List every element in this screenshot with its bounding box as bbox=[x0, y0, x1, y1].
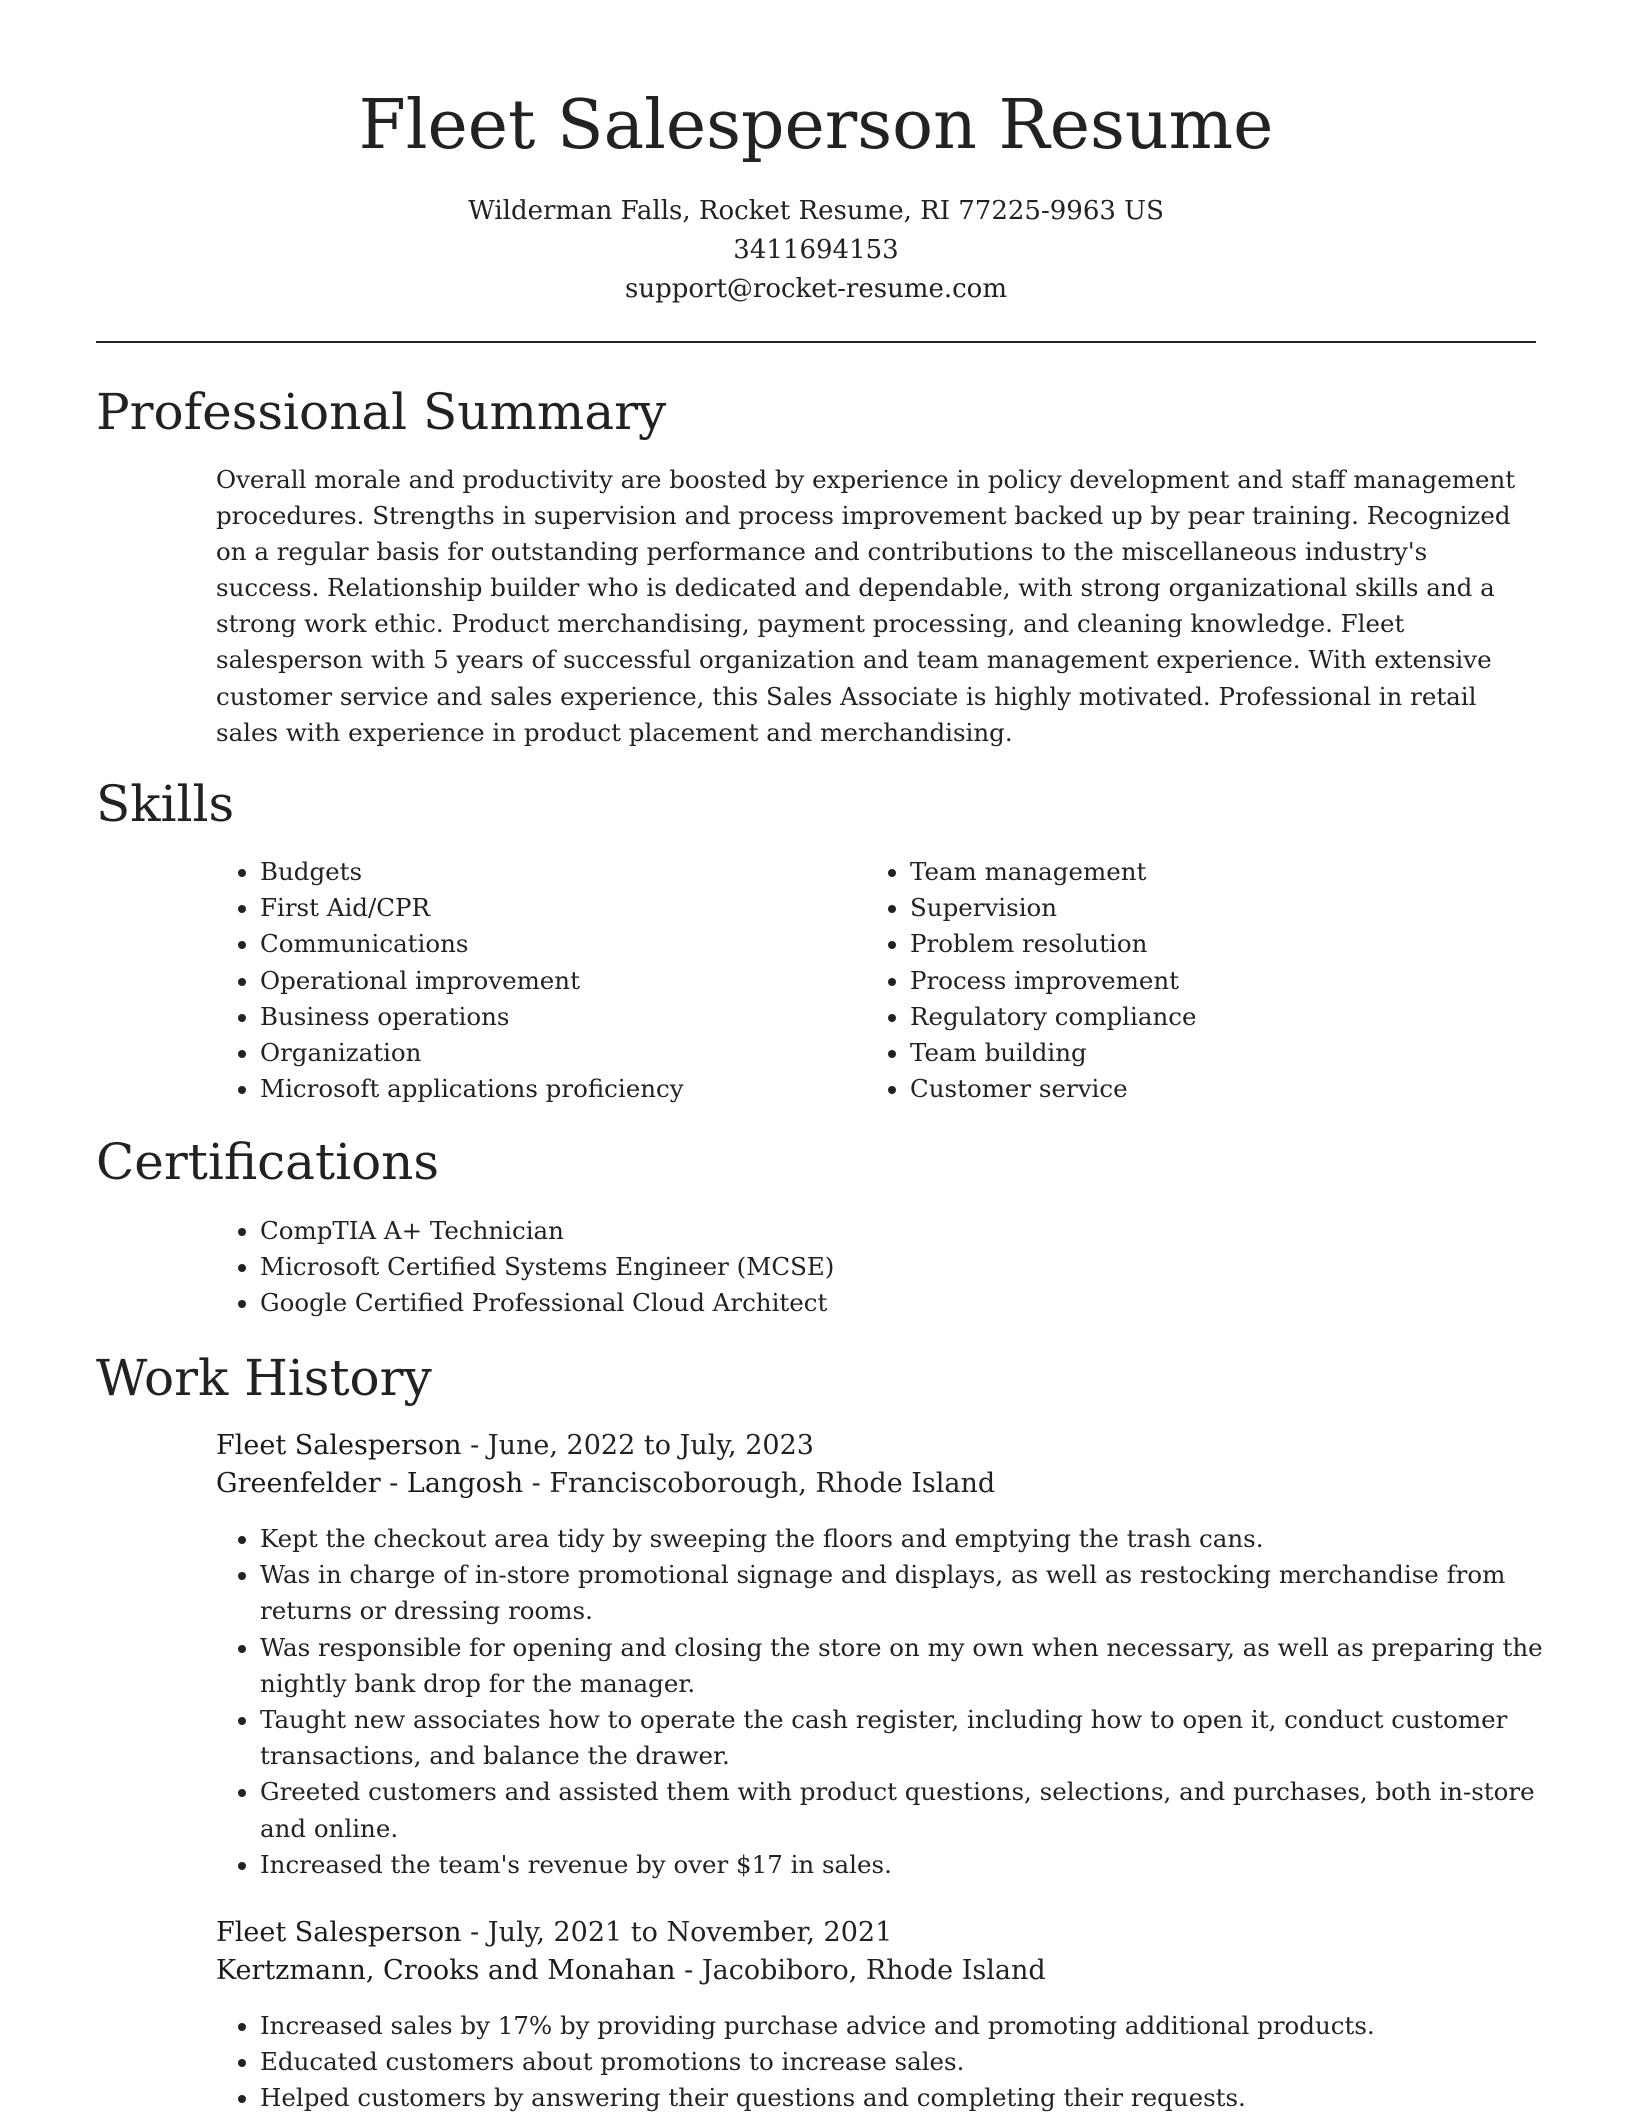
list-item: • Problem resolution bbox=[910, 926, 1510, 962]
certifications-list bbox=[216, 1213, 1580, 1322]
list-item: • Was responsible for opening and closing the store on my own when necessary, as well as preparing the nightly bank drop for the manager. bbox=[260, 1630, 1580, 1702]
job-dates: July, 2021 to November, 2021 bbox=[487, 1917, 893, 1948]
job-bullets bbox=[216, 2008, 1580, 2117]
job-bullets bbox=[216, 1521, 1580, 1883]
skills-list-right bbox=[866, 854, 1510, 1107]
summary-heading: Professional Summary bbox=[96, 383, 667, 441]
job-company-line bbox=[216, 1952, 1046, 1990]
job-company-line bbox=[216, 1465, 995, 1503]
separator: - bbox=[461, 1430, 488, 1461]
list-item: • Greeted customers and assisted them with product questions, selections, and purchases, both in-store and online. bbox=[260, 1774, 1580, 1846]
list-item: • Business operations bbox=[260, 999, 860, 1035]
list-item: • Increased the team's revenue by over $17 in sales. bbox=[260, 1847, 1580, 1883]
job-title-line bbox=[216, 1427, 814, 1465]
certifications-heading: Certifications bbox=[96, 1133, 440, 1191]
separator: - bbox=[523, 1468, 550, 1499]
list-item: • Google Certified Professional Cloud Architect bbox=[260, 1285, 1580, 1321]
skills-list-left bbox=[216, 854, 860, 1107]
list-item: • Microsoft applications proficiency bbox=[260, 1071, 860, 1107]
list-item: • Supervision bbox=[910, 890, 1510, 926]
job-title: Fleet Salesperson bbox=[216, 1430, 462, 1461]
work-history-heading: Work History bbox=[96, 1349, 432, 1407]
list-item: • Helped customers by answering their questions and completing their requests. bbox=[260, 2080, 1580, 2116]
job-title-line bbox=[216, 1914, 892, 1952]
list-item: • Microsoft Certified Systems Engineer (MCSE) bbox=[260, 1249, 1580, 1285]
job-location: Franciscoborough, Rhode Island bbox=[549, 1468, 996, 1499]
list-item: • Regulatory compliance bbox=[910, 999, 1510, 1035]
list-item: • Educated customers about promotions to increase sales. bbox=[260, 2044, 1580, 2080]
list-item: • Was in charge of in-store promotional signage and displays, as well as restocking merchandise from returns or dressing rooms. bbox=[260, 1557, 1580, 1629]
list-item: • Organization bbox=[260, 1035, 860, 1071]
list-item: • Kept the checkout area tidy by sweeping the floors and emptying the trash cans. bbox=[260, 1521, 1580, 1557]
list-item: • Operational improvement bbox=[260, 963, 860, 999]
contact-block bbox=[0, 192, 1632, 309]
job-dates: June, 2022 to July, 2023 bbox=[487, 1430, 814, 1461]
separator: - bbox=[675, 1955, 702, 1986]
resume-title: Fleet Salesperson Resume bbox=[358, 86, 1274, 165]
job-location: Jacobiboro, Rhode Island bbox=[701, 1955, 1046, 1986]
list-item: • Taught new associates how to operate the cash register, including how to open it, conduct customer transactions, and balance the drawer. bbox=[260, 1702, 1580, 1774]
list-item: • Customer service bbox=[910, 1071, 1510, 1107]
contact-email: support@rocket-resume.com bbox=[624, 274, 1007, 304]
skills-heading: Skills bbox=[96, 775, 235, 833]
list-item: • Team building bbox=[910, 1035, 1510, 1071]
separator: - bbox=[461, 1917, 488, 1948]
contact-address: Wilderman Falls, Rocket Resume, RI 77225-9963 US bbox=[468, 196, 1164, 226]
summary-text: Overall morale and productivity are boosted by experience in policy development and staff management procedures. Strengths in supervision and process improvement backed up by pear training. Recognized on a regular basis for outstanding performance and contributions to the miscellaneous industry's success. Relationship builder who is dedicated and dependable, with strong organizational skills and a strong work ethic. Product merchandising, payment processing, and cleaning knowledge. Fleet salesperson with 5 years of successful organization and team management experience. With extensive customer service and sales experience, this Sales Associate is highly motivated. Professional in retail sales with experience in product placement and merchandising. bbox=[216, 465, 1516, 747]
list-item: • Communications bbox=[260, 926, 860, 962]
header-divider bbox=[96, 341, 1536, 343]
list-item: • Team management bbox=[910, 854, 1510, 890]
list-item: • Increased sales by 17% by providing purchase advice and promoting additional products. bbox=[260, 2008, 1580, 2044]
list-item: • Process improvement bbox=[910, 963, 1510, 999]
contact-phone: 3411694153 bbox=[733, 235, 899, 265]
job-company: Kertzmann, Crooks and Monahan bbox=[216, 1955, 676, 1986]
list-item: • First Aid/CPR bbox=[260, 890, 860, 926]
list-item: • Budgets bbox=[260, 854, 860, 890]
job-title: Fleet Salesperson bbox=[216, 1917, 462, 1948]
job-company: Greenfelder - Langosh bbox=[216, 1468, 524, 1499]
list-item: • CompTIA A+ Technician bbox=[260, 1213, 1580, 1249]
